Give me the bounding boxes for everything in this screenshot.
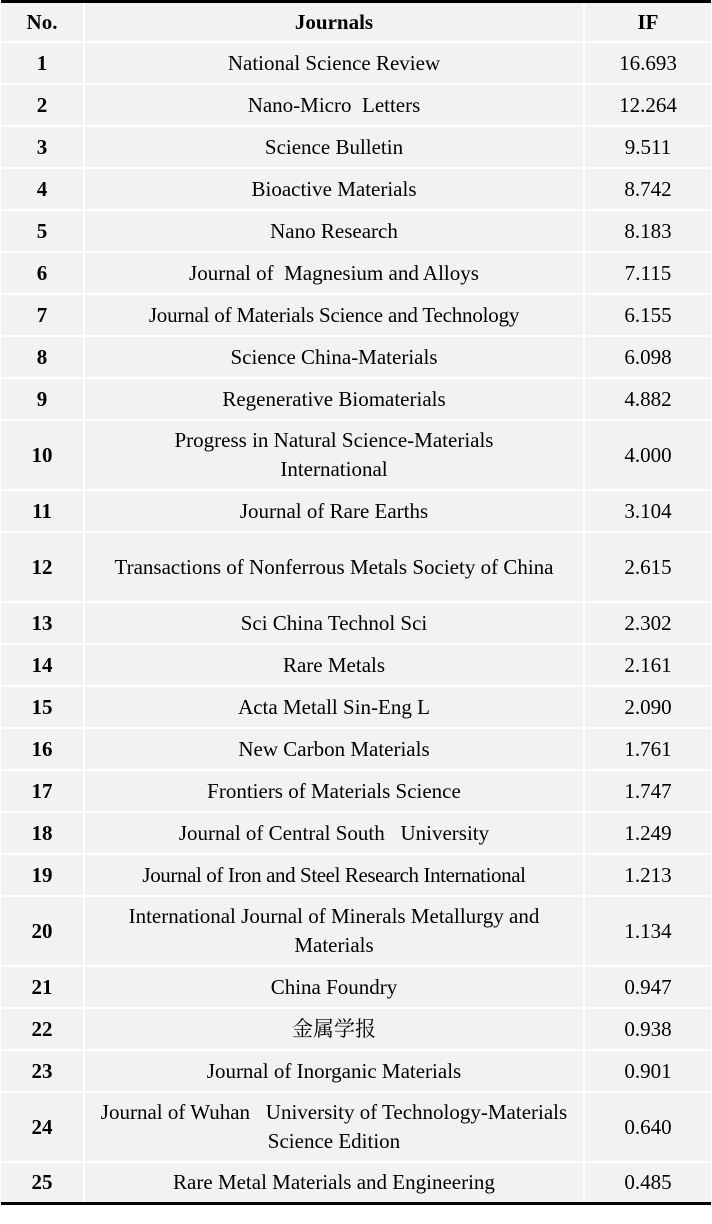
cell-if: 0.485 [585, 1163, 711, 1202]
cell-journal: Journal of Inorganic Materials [85, 1051, 585, 1093]
cell-if: 4.882 [585, 379, 711, 421]
cell-journal: Bioactive Materials [85, 169, 585, 211]
table-row [1, 379, 711, 421]
header-if: IF [585, 3, 711, 43]
cell-journal: Transactions of Nonferrous Metals Society of China [85, 533, 585, 603]
cell-if: 4.000 [585, 421, 711, 491]
table-row [1, 43, 711, 85]
cell-journal: Progress in Natural Science-Materials International [85, 421, 585, 491]
cell-if: 3.104 [585, 491, 711, 533]
cell-if: 2.615 [585, 533, 711, 603]
cell-if: 2.090 [585, 687, 711, 729]
cell-no: 19 [1, 855, 85, 897]
cell-no: 18 [1, 813, 85, 855]
cell-journal: Rare Metals [85, 645, 585, 687]
header-journals: Journals [85, 3, 585, 43]
cell-journal: International Journal of Minerals Metallurgy and Materials [85, 897, 585, 967]
cell-no: 14 [1, 645, 85, 687]
table-row [1, 603, 711, 645]
cell-if: 0.640 [585, 1093, 711, 1163]
cell-no: 7 [1, 295, 85, 337]
table-row [1, 295, 711, 337]
cell-no: 24 [1, 1093, 85, 1163]
cell-no: 25 [1, 1163, 85, 1202]
cell-if: 0.938 [585, 1009, 711, 1051]
cell-no: 12 [1, 533, 85, 603]
cell-no: 1 [1, 43, 85, 85]
cell-if: 16.693 [585, 43, 711, 85]
cell-no: 21 [1, 967, 85, 1009]
cell-if: 1.747 [585, 771, 711, 813]
cell-if: 1.761 [585, 729, 711, 771]
cell-journal: 金属学报 [85, 1009, 585, 1051]
table-row [1, 1051, 711, 1093]
table-row [1, 127, 711, 169]
table-row [1, 421, 711, 491]
cell-no: 4 [1, 169, 85, 211]
table-header [1, 3, 711, 43]
cell-if: 0.947 [585, 967, 711, 1009]
cell-journal: National Science Review [85, 43, 585, 85]
table-row [1, 491, 711, 533]
cell-no: 16 [1, 729, 85, 771]
cell-journal: Journal of Magnesium and Alloys [85, 253, 585, 295]
cell-no: 3 [1, 127, 85, 169]
cell-no: 9 [1, 379, 85, 421]
cell-if: 6.098 [585, 337, 711, 379]
table-row [1, 967, 711, 1009]
table-row [1, 169, 711, 211]
table-row [1, 687, 711, 729]
table-body [1, 43, 711, 1202]
cell-if: 8.742 [585, 169, 711, 211]
cell-journal: Journal of Rare Earths [85, 491, 585, 533]
cell-no: 2 [1, 85, 85, 127]
cell-journal: Journal of Materials Science and Technology [85, 295, 585, 337]
cell-if: 8.183 [585, 211, 711, 253]
cell-if: 2.302 [585, 603, 711, 645]
table-row [1, 729, 711, 771]
table-row [1, 85, 711, 127]
cell-journal: Journal of Wuhan University of Technology-Materials Science Edition [85, 1093, 585, 1163]
cell-no: 8 [1, 337, 85, 379]
cell-journal: Nano-Micro Letters [85, 85, 585, 127]
cell-journal: Nano Research [85, 211, 585, 253]
cell-if: 6.155 [585, 295, 711, 337]
cell-if: 2.161 [585, 645, 711, 687]
cell-journal: Regenerative Biomaterials [85, 379, 585, 421]
cell-journal: Science China-Materials [85, 337, 585, 379]
cell-if: 7.115 [585, 253, 711, 295]
table-row [1, 855, 711, 897]
table-row [1, 645, 711, 687]
table-row [1, 1009, 711, 1051]
table-row [1, 771, 711, 813]
cell-no: 5 [1, 211, 85, 253]
cell-no: 11 [1, 491, 85, 533]
cell-no: 15 [1, 687, 85, 729]
table-row [1, 253, 711, 295]
table-row [1, 813, 711, 855]
cell-journal: New Carbon Materials [85, 729, 585, 771]
cell-journal: Science Bulletin [85, 127, 585, 169]
cell-no: 13 [1, 603, 85, 645]
cell-journal: China Foundry [85, 967, 585, 1009]
table-row [1, 533, 711, 603]
cell-journal: Rare Metal Materials and Engineering [85, 1163, 585, 1202]
cell-if: 9.511 [585, 127, 711, 169]
cell-if: 1.249 [585, 813, 711, 855]
journal-impact-factor-table [1, 0, 711, 1205]
cell-if: 0.901 [585, 1051, 711, 1093]
cell-journal: Journal of Central South University [85, 813, 585, 855]
cell-journal: Journal of Iron and Steel Research International [85, 855, 585, 897]
cell-no: 6 [1, 253, 85, 295]
table-row [1, 897, 711, 967]
header-no: No. [1, 3, 85, 43]
table-row [1, 1163, 711, 1202]
cell-if: 1.213 [585, 855, 711, 897]
cell-journal: Frontiers of Materials Science [85, 771, 585, 813]
header-row [1, 3, 711, 43]
cell-no: 22 [1, 1009, 85, 1051]
cell-journal: Sci China Technol Sci [85, 603, 585, 645]
table-row [1, 1093, 711, 1163]
table-row [1, 211, 711, 253]
cell-journal: Acta Metall Sin-Eng L [85, 687, 585, 729]
cell-if: 1.134 [585, 897, 711, 967]
cell-no: 20 [1, 897, 85, 967]
cell-no: 17 [1, 771, 85, 813]
table-row [1, 337, 711, 379]
cell-no: 10 [1, 421, 85, 491]
cell-if: 12.264 [585, 85, 711, 127]
cell-no: 23 [1, 1051, 85, 1093]
